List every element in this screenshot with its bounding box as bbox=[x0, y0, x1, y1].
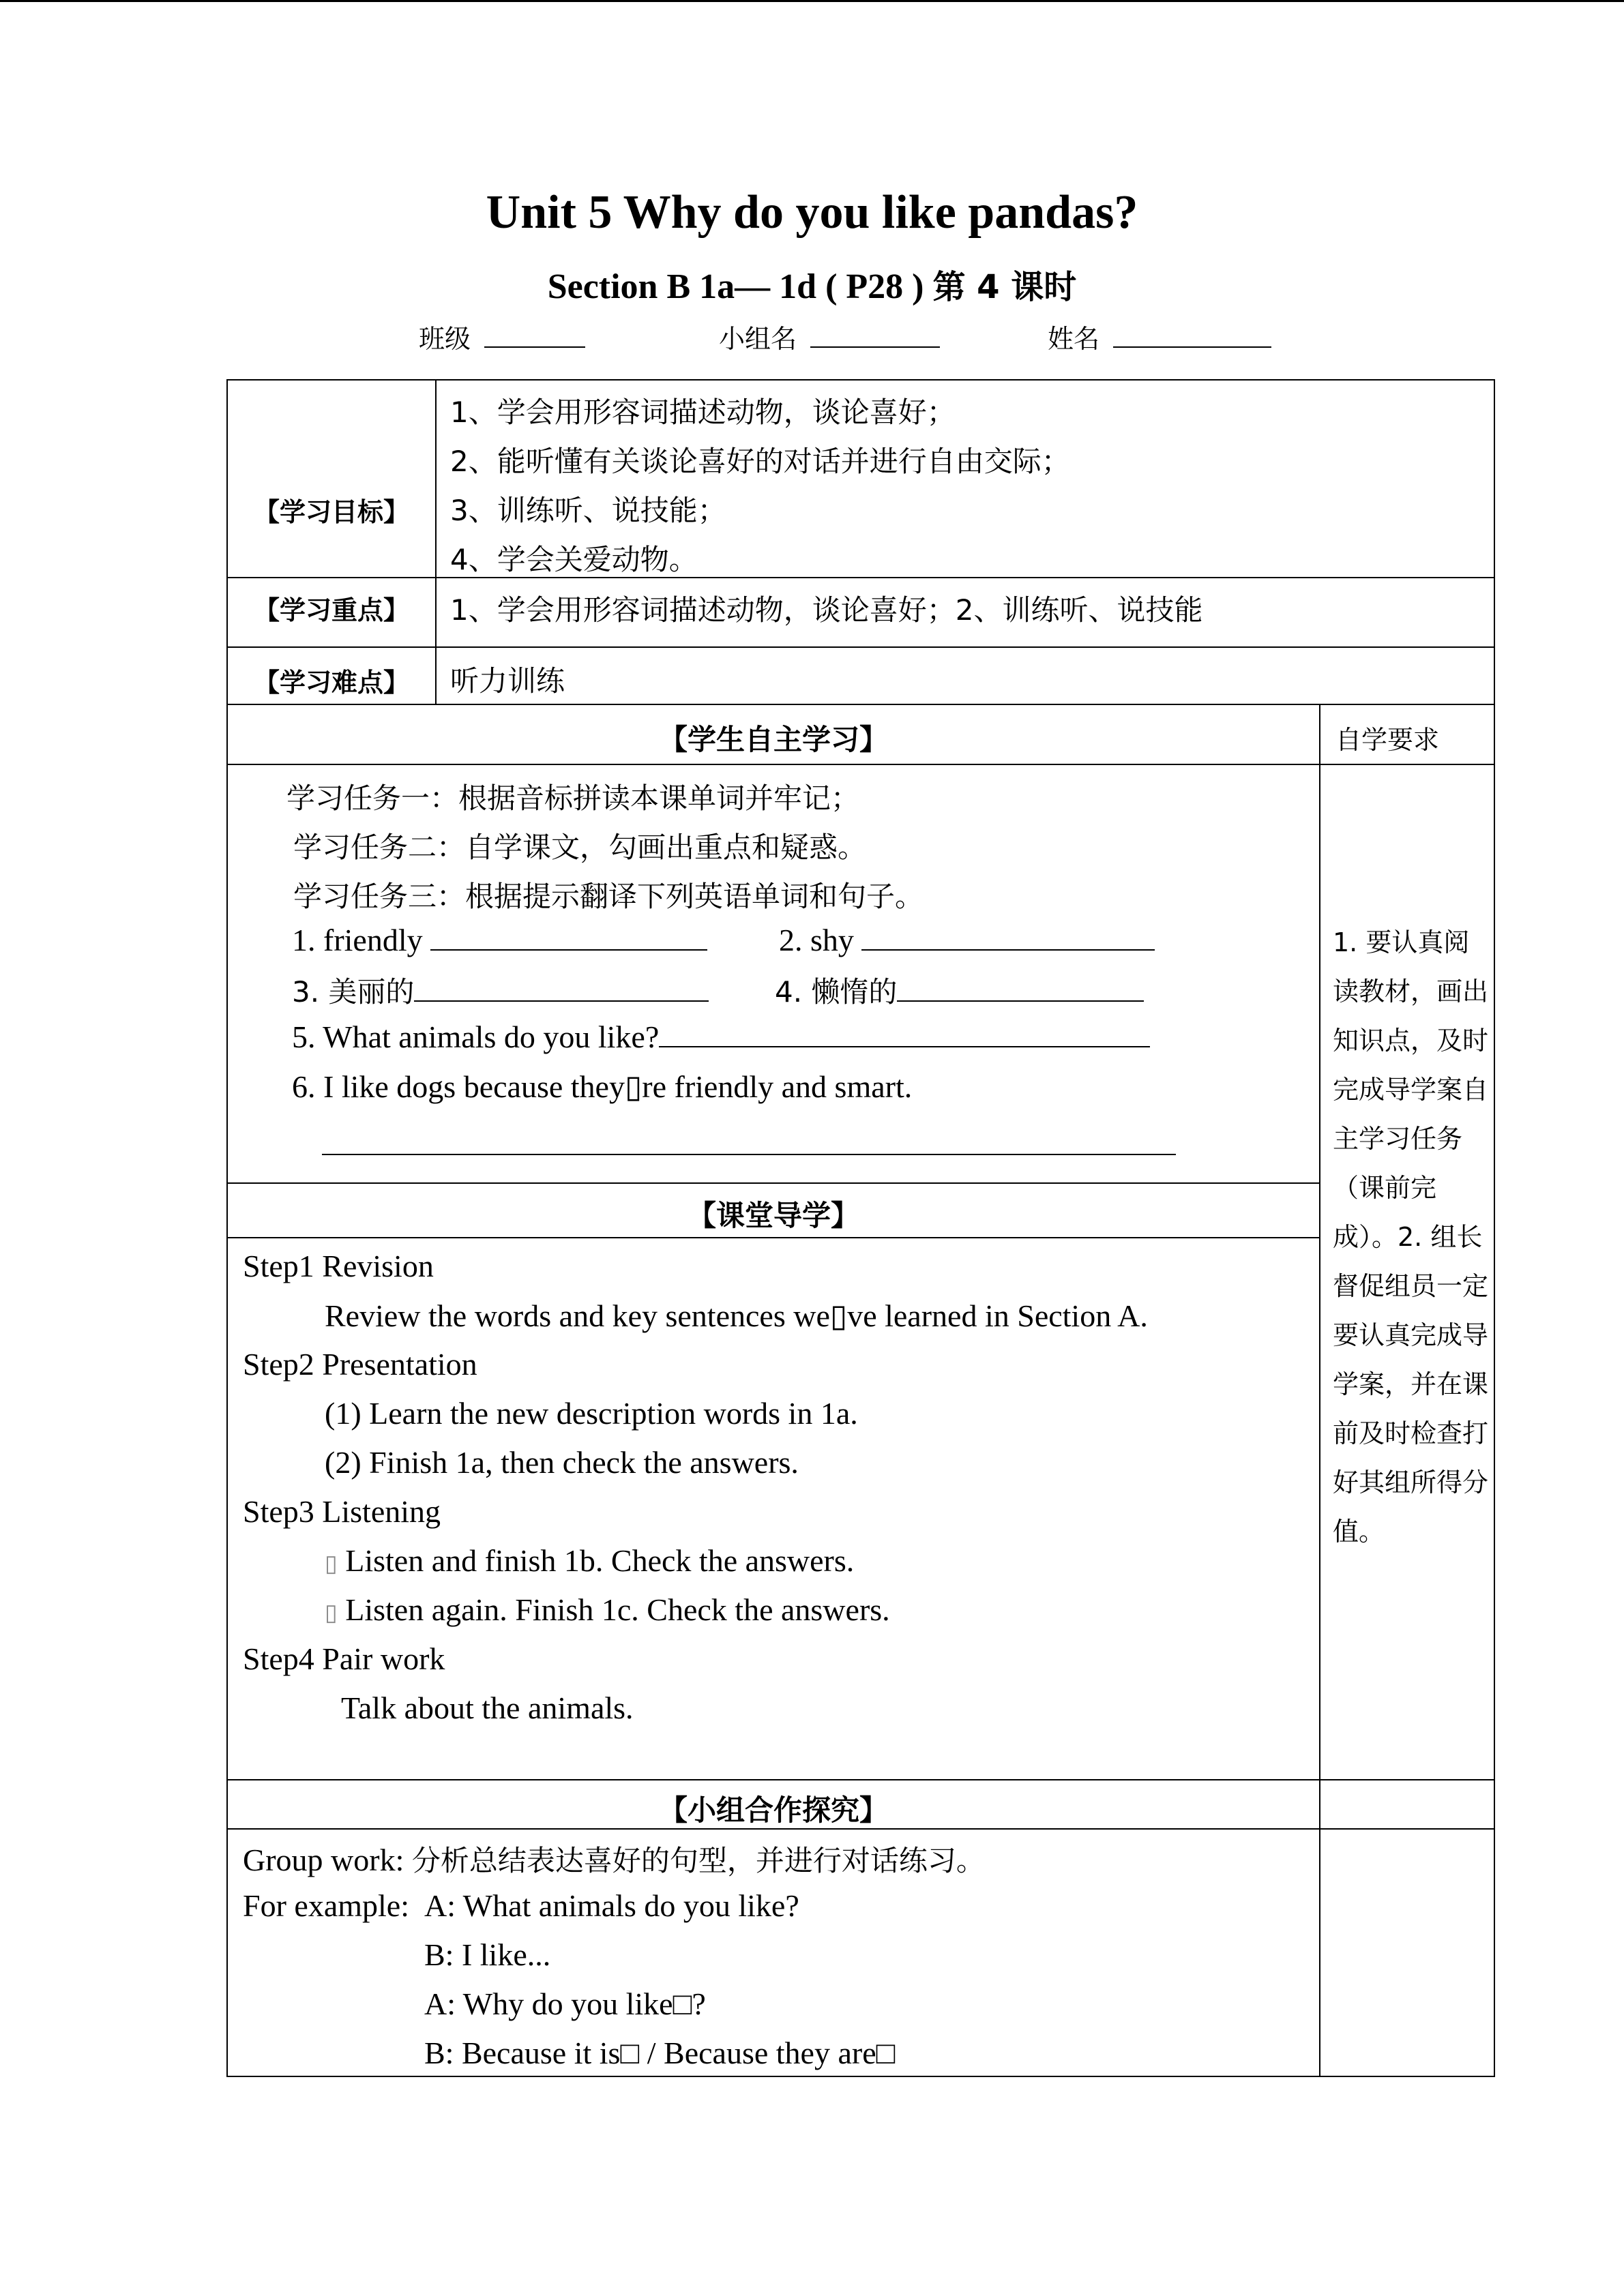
question-3-text: 3. 美丽的 bbox=[292, 975, 415, 1009]
answer-blank[interactable] bbox=[897, 980, 1144, 1002]
column-divider bbox=[435, 379, 437, 704]
task-item: 学习任务一：根据音标拼读本课单词并牢记； bbox=[286, 781, 860, 815]
self-study-requirements: 1. 要认真阅读教材，画出知识点，及时完成导学案自主学习任务（课前完成）。2. 组长督促组员一定要认真完成导学案，并在课前及时检查打好其组所得分值。 bbox=[1333, 927, 1489, 1547]
name-field[interactable] bbox=[1048, 318, 1271, 355]
subtitle-lesson: 第 4 课时 bbox=[932, 268, 1077, 306]
page-title: Unit 5 Why do you like pandas? bbox=[486, 186, 1138, 239]
step3-item-text: Listen again. Finish 1c. Check the answers. bbox=[345, 1592, 890, 1627]
answer-line-6[interactable] bbox=[322, 1154, 1176, 1155]
group-work-line bbox=[243, 1838, 985, 1879]
row-divider bbox=[226, 764, 1495, 765]
missing-glyph-icon: ▯ bbox=[325, 1551, 338, 1577]
step4-title: Step4 Pair work bbox=[243, 1641, 445, 1676]
example-line: B: Because it is□ / Because they are□ bbox=[424, 2036, 896, 2070]
classroom-heading: 【课堂导学】 bbox=[687, 1199, 859, 1232]
step3-item bbox=[325, 1592, 890, 1628]
question-4 bbox=[775, 970, 1144, 1011]
group-heading: 【小组合作探究】 bbox=[658, 1793, 888, 1827]
step3-item bbox=[325, 1542, 854, 1579]
task-item: 学习任务二：自学课文，勾画出重点和疑惑。 bbox=[293, 831, 867, 864]
answer-blank[interactable] bbox=[414, 980, 709, 1002]
step2-item: (1) Learn the new description words in 1a. bbox=[325, 1396, 858, 1431]
row-divider bbox=[226, 577, 1495, 578]
column-divider bbox=[1319, 704, 1320, 2077]
row-divider bbox=[226, 1779, 1495, 1780]
objective-item: 4、学会关爱动物。 bbox=[450, 543, 698, 576]
difficulties-text: 听力训练 bbox=[450, 664, 565, 698]
question-1 bbox=[292, 922, 707, 958]
step4-text: Talk about the animals. bbox=[341, 1690, 634, 1725]
class-label: 班级 bbox=[419, 324, 471, 354]
objective-item: 1、学会用形容词描述动物，谈论喜好； bbox=[450, 396, 956, 429]
question-1-text: 1. friendly bbox=[292, 923, 423, 957]
key-points-label: 【学习重点】 bbox=[253, 595, 409, 625]
objective-item: 3、训练听、说技能； bbox=[450, 494, 726, 527]
example-label: For example: bbox=[243, 1888, 409, 1923]
step3-item-text: Listen and finish 1b. Check the answers. bbox=[345, 1543, 855, 1578]
self-study-heading: 【学生自主学习】 bbox=[658, 723, 888, 756]
example-line: B: I like... bbox=[424, 1937, 551, 1972]
group-field[interactable] bbox=[719, 318, 940, 355]
missing-glyph-icon: ▯ bbox=[325, 1600, 338, 1626]
example-line: A: What animals do you like? bbox=[424, 1888, 799, 1923]
page-subtitle bbox=[0, 260, 1624, 308]
question-3 bbox=[292, 970, 709, 1011]
answer-blank[interactable] bbox=[861, 929, 1155, 951]
top-border-line bbox=[0, 0, 1624, 2]
name-label: 姓名 bbox=[1048, 324, 1100, 354]
question-2 bbox=[779, 922, 1155, 958]
step1-title: Step1 Revision bbox=[243, 1249, 434, 1283]
step1-text: Review the words and key sentences we▯ve learned in Section A. bbox=[325, 1298, 1148, 1333]
question-5 bbox=[292, 1019, 1150, 1055]
difficulties-label: 【学习难点】 bbox=[253, 668, 409, 698]
step2-item: (2) Finish 1a, then check the answers. bbox=[325, 1445, 799, 1480]
group-label: 小组名 bbox=[719, 324, 797, 354]
row-divider bbox=[226, 704, 1495, 705]
question-6: 6. I like dogs because they▯re friendly and smart. bbox=[292, 1069, 913, 1104]
key-points-text: 1、学会用形容词描述动物，谈论喜好；2、训练听、说技能 bbox=[450, 593, 1203, 627]
row-divider bbox=[226, 646, 1495, 648]
row-divider bbox=[226, 1182, 1320, 1184]
row-divider bbox=[226, 1237, 1320, 1238]
group-work-instruction: 分析总结表达喜好的句型，并进行对话练习。 bbox=[411, 1844, 985, 1877]
question-4-text: 4. 懒惰的 bbox=[775, 975, 898, 1009]
self-study-side-heading: 自学要求 bbox=[1335, 725, 1440, 755]
task-item: 学习任务三：根据提示翻译下列英语单词和句子。 bbox=[293, 880, 924, 913]
class-field[interactable] bbox=[419, 318, 585, 355]
step2-title: Step2 Presentation bbox=[243, 1347, 477, 1382]
answer-blank[interactable] bbox=[659, 1026, 1150, 1047]
example-line: A: Why do you like□? bbox=[424, 1986, 706, 2021]
question-2-text: 2. shy bbox=[779, 923, 854, 957]
objectives-label: 【学习目标】 bbox=[253, 497, 409, 527]
objective-item: 2、能听懂有关谈论喜好的对话并进行自由交际； bbox=[450, 445, 1070, 478]
question-5-text: 5. What animals do you like? bbox=[292, 1019, 660, 1054]
answer-blank[interactable] bbox=[430, 929, 707, 951]
step3-title: Step3 Listening bbox=[243, 1494, 441, 1529]
group-work-label: Group work: bbox=[243, 1843, 404, 1877]
subtitle-section: Section B 1a— 1d ( P28 ) bbox=[547, 267, 924, 306]
